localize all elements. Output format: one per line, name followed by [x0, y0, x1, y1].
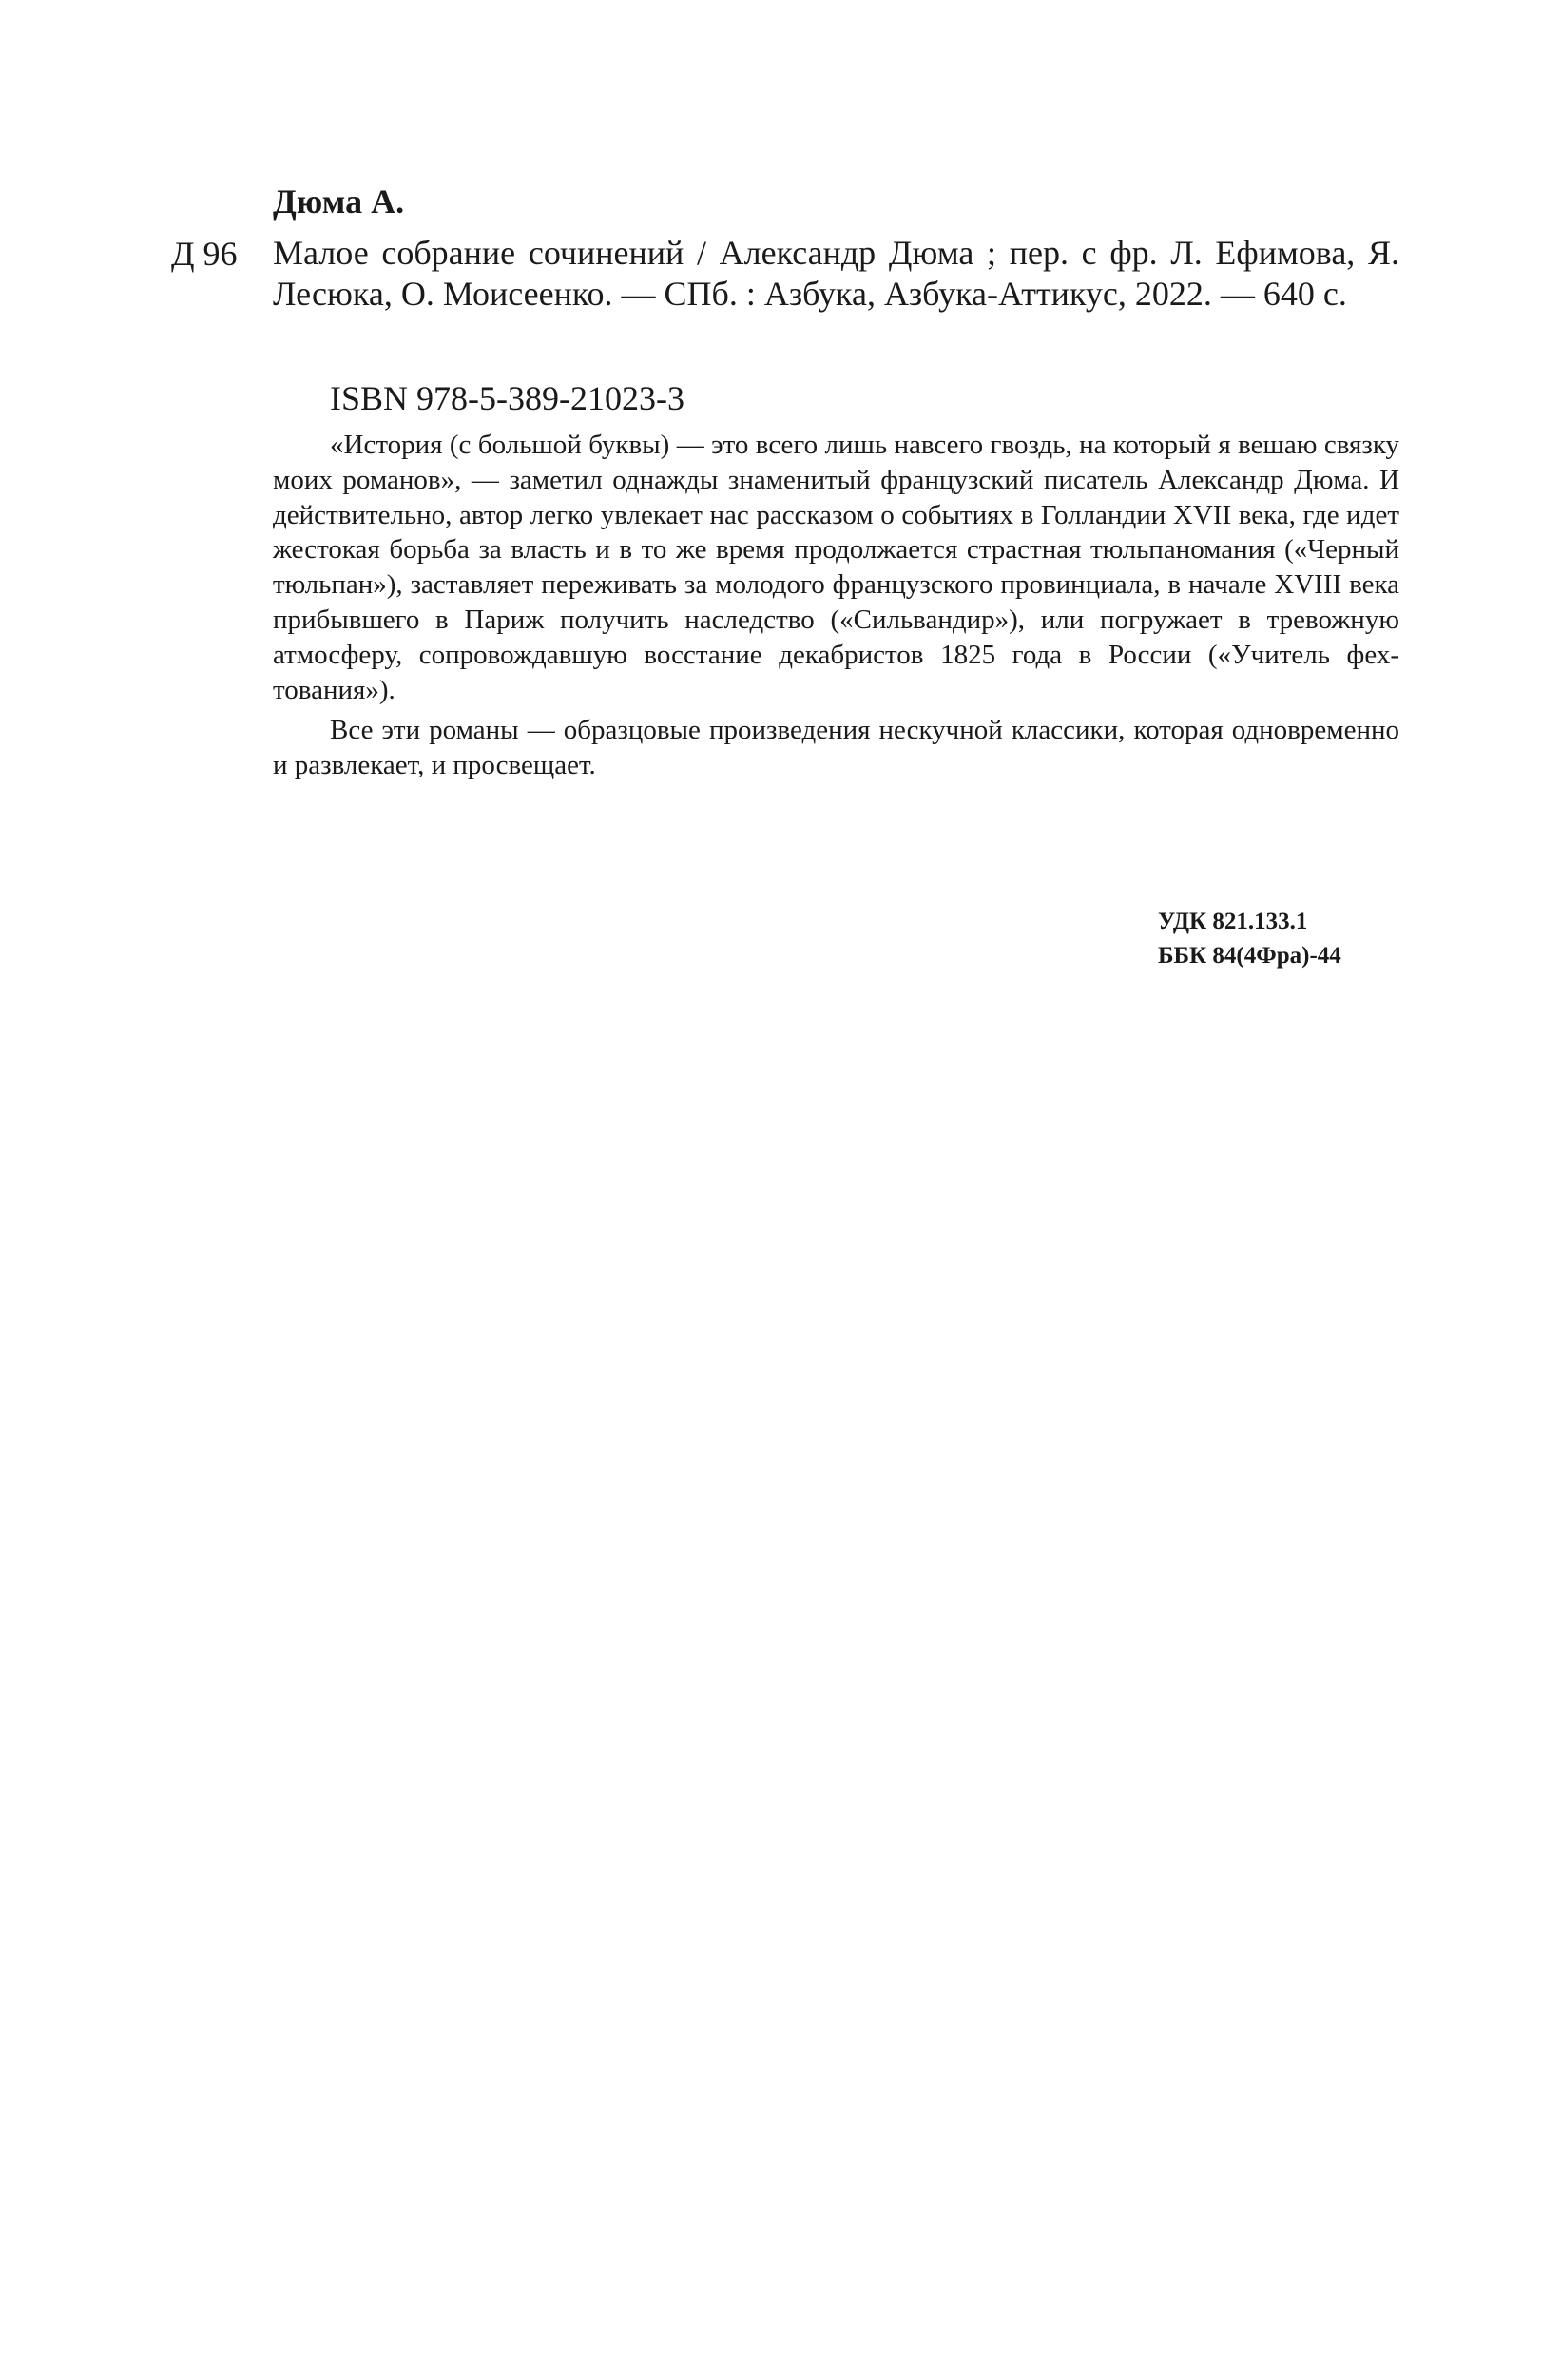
isbn-number: ISBN 978-5-389-21023-3 — [330, 379, 684, 417]
classification-codes — [1158, 905, 1341, 973]
annotation — [273, 428, 1399, 783]
bbk-code: ББК 84(4Фра)-44 — [1158, 943, 1341, 969]
bibliographic-description: Малое собрание сочинений / Александр Дюма ; пер. с фр. Л. Ефимова, Я. Лесюка, О. Моисеенко. — СПб. : Азбука, Азбука-Аттикус, 2022. — 640 с. — [273, 234, 1399, 313]
author-mark-code: Д 96 — [171, 235, 238, 273]
udk-code: УДК 821.133.1 — [1158, 909, 1308, 934]
annotation-paragraph: «История (с большой буквы) — это всего лишь навсего гвоздь, на который я вешаю связку моих романов», — заметил однажды знаменитый французский писатель Александр Дюма. И действительно, автор легко увлекает нас рассказом о событиях в Голландии XVII века, где идет жестокая борьба за власть и в то же время продолжается страстная тюльпаномания («Черный тюльпан»), заставляет переживать за молодого французского провинциала, в начале XVIII века прибывшего в Париж получить наследство («Сильвандир»), или погружает в тревожную атмосферу, сопровождавшую восстание декабристов 1825 года в России («Учитель фехтования»). — [273, 430, 1399, 705]
annotation-paragraph: Все эти романы — образцовые произведения нескучной классики, которая одновременно и развлекает, и просвещает. — [273, 715, 1399, 781]
author-heading: Дюма А. — [273, 182, 405, 221]
